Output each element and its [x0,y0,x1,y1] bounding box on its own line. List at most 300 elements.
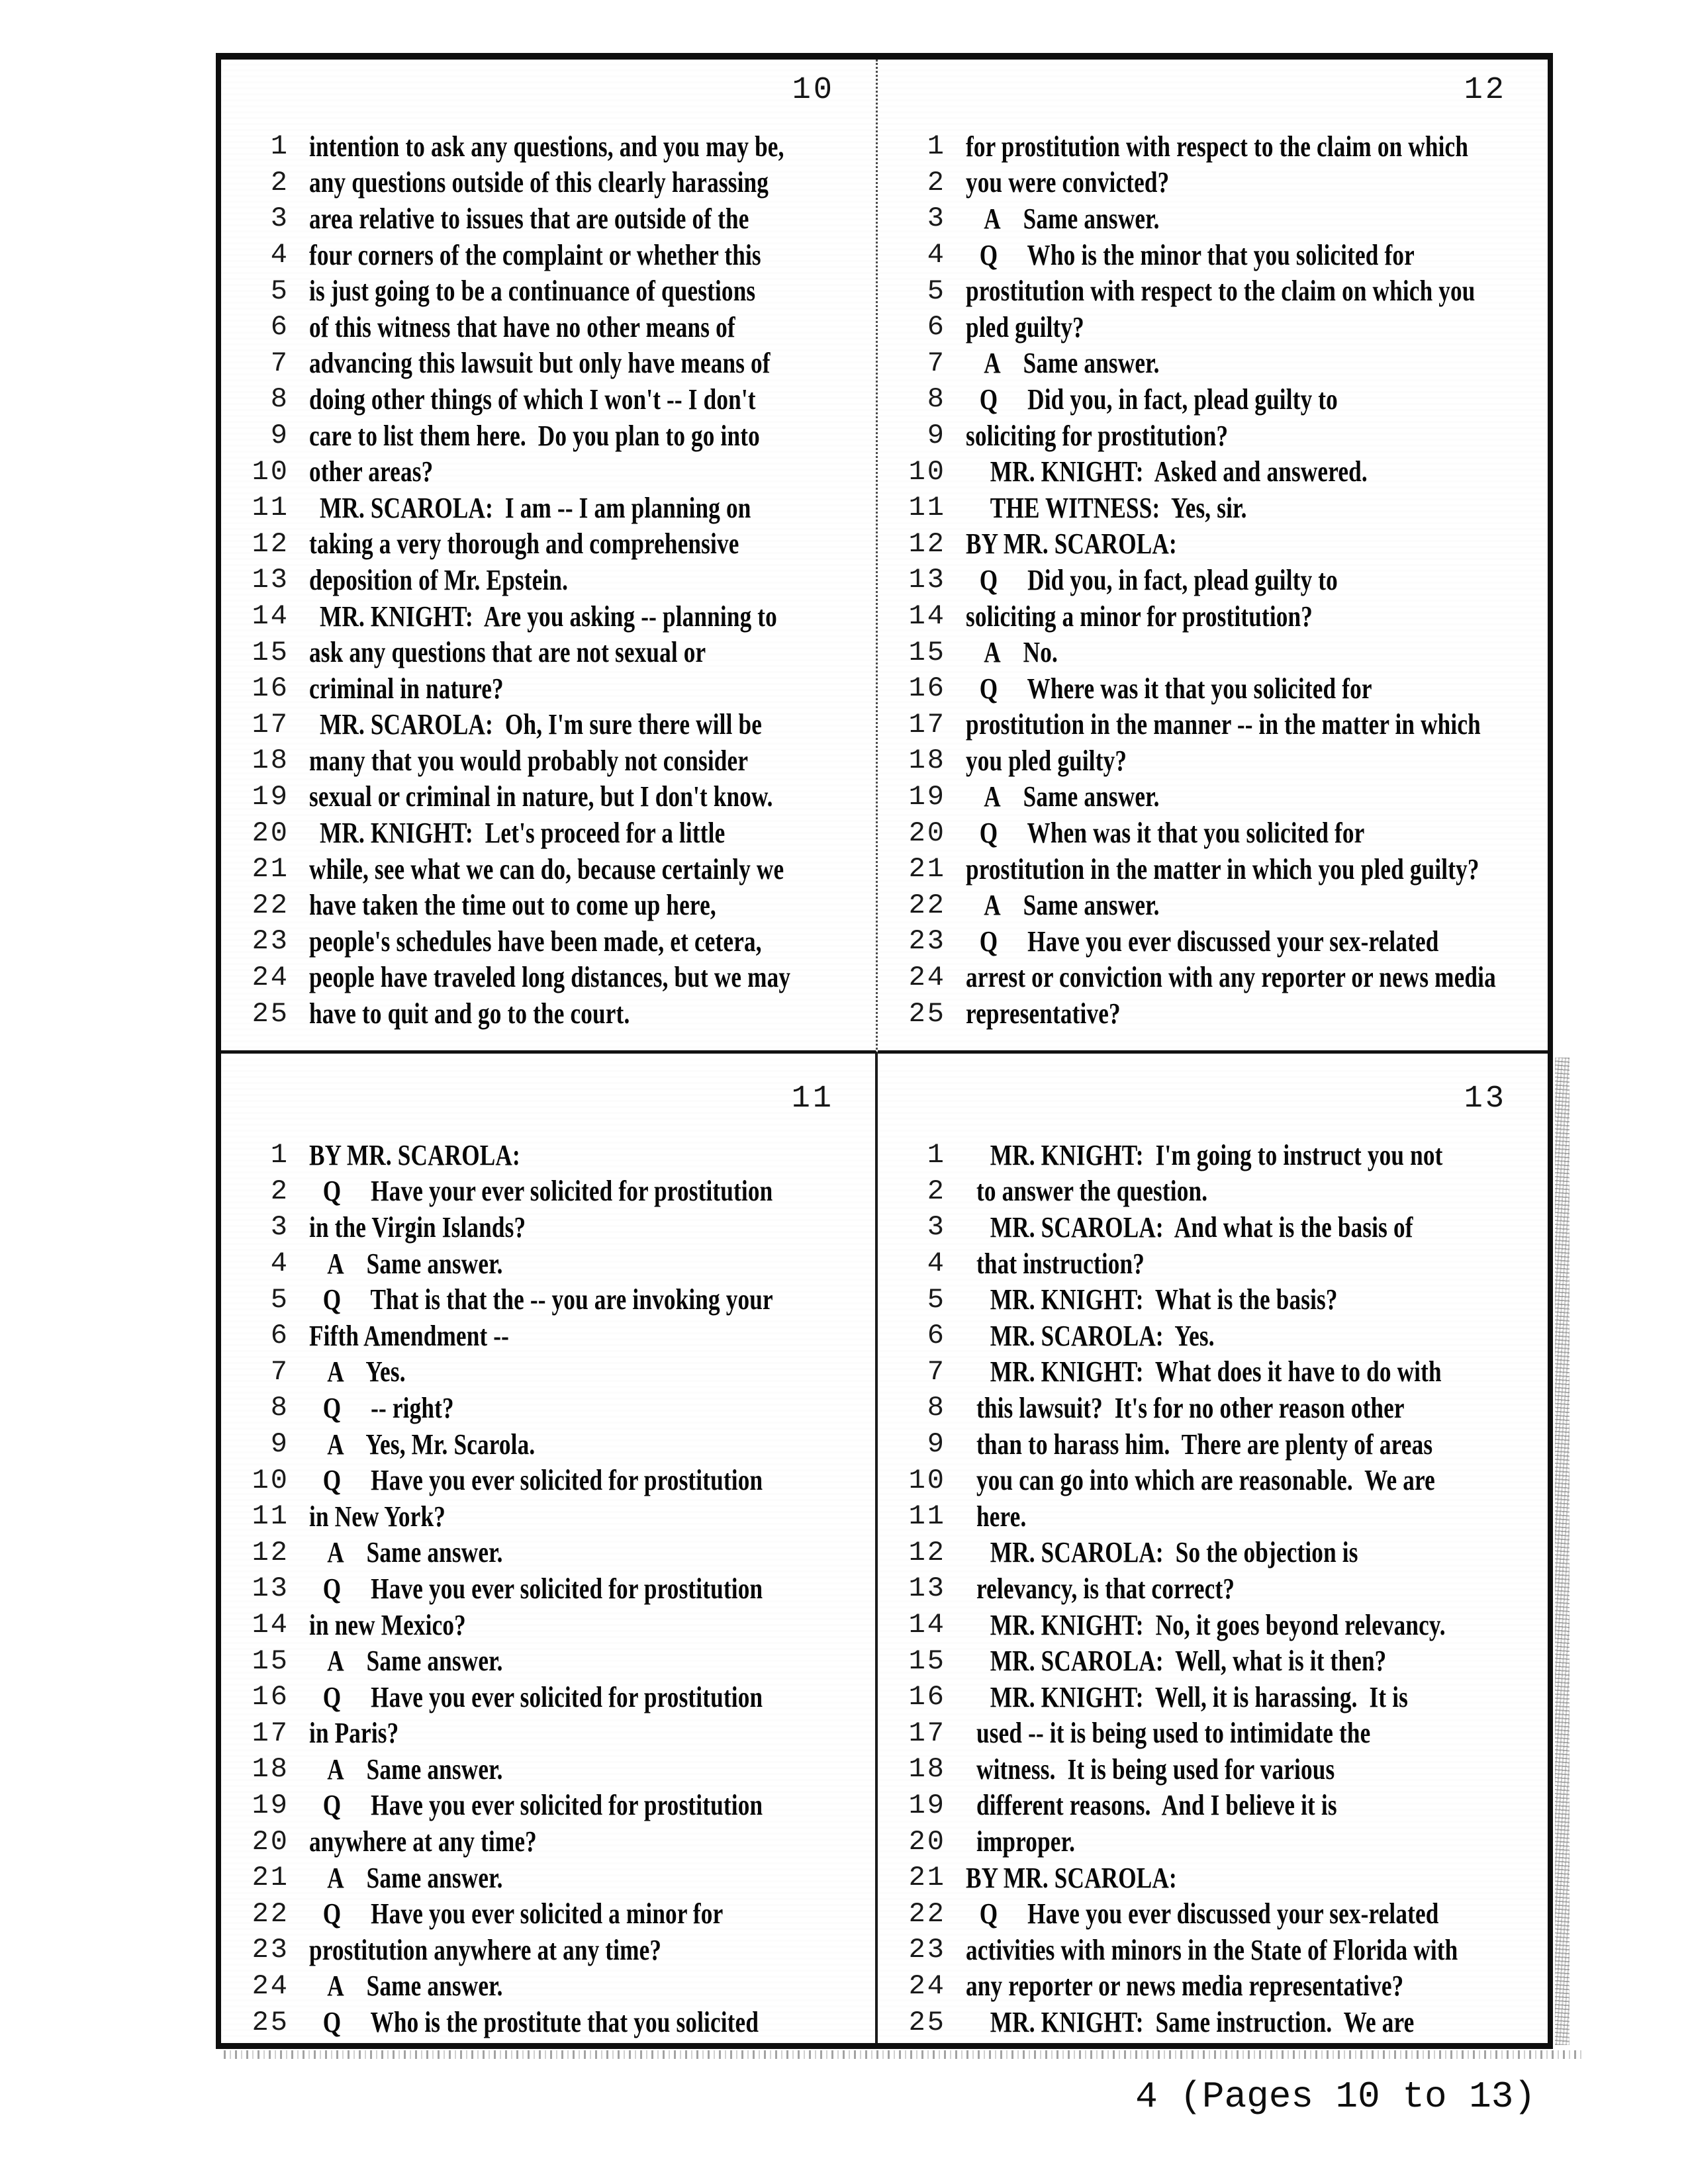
line-text: Q Have you ever discussed your sex-related [979,1897,1439,1931]
line-number: 14 [252,1609,289,1641]
line-number: 18 [908,745,946,777]
line-number: 11 [908,492,946,524]
line-text: advancing this lawsuit but only have means of [309,347,771,380]
transcript-line [225,1788,868,1824]
scan-noise-bottom-edge [224,2050,1582,2059]
line-text: sexual or criminal in nature, but I don't know. [309,780,773,813]
page-body [225,1137,868,2040]
line-text: representative? [966,997,1121,1030]
line-text: have taken the time out to come up here, [309,889,716,922]
page-cell-12 [878,60,1548,1054]
line-text: A No. [984,636,1058,669]
transcript-line [225,779,869,815]
line-number: 14 [908,600,946,633]
line-number: 2 [927,1175,946,1207]
line-text: pled guilty? [966,310,1084,343]
line-text: THE WITNESS: Yes, sir. [990,491,1247,524]
line-text: is just going to be a continuance of questions [309,275,756,308]
transcript-line [882,1354,1541,1390]
line-text: of this witness that have no other means of [309,310,735,343]
transcript-line [225,960,869,996]
line-number: 13 [252,564,289,596]
transcript-line [225,2004,868,2040]
transcript-line [225,201,869,237]
transcript-line [225,1173,868,1210]
transcript-line [882,201,1541,237]
line-text: activities with minors in the State of Florida with [966,1933,1458,1966]
transcript-line [225,273,869,309]
line-text: MR. SCAROLA: Well, what is it then? [990,1645,1387,1678]
line-number: 11 [908,1500,946,1533]
line-text: in New York? [309,1500,445,1533]
line-number: 8 [927,1392,946,1424]
line-number: 9 [270,420,289,452]
line-number: 21 [252,1862,289,1894]
line-text: that instruction? [976,1247,1145,1280]
transcript-line [225,562,869,598]
line-text: relevancy, is that correct? [976,1572,1235,1605]
transcript-line [225,1390,868,1426]
line-number: 5 [927,275,946,307]
line-text: A Yes. [327,1355,406,1388]
line-text: to answer the question. [976,1175,1208,1208]
line-number: 20 [252,817,289,849]
line-text: Q Have you ever solicited for prostitution [322,1680,763,1713]
transcript-line [225,1570,868,1607]
line-number: 3 [270,1211,289,1244]
line-text: Q That is that the -- you are invoking your [322,1283,773,1316]
line-text: MR. KNIGHT: Same instruction. We are [990,2006,1415,2039]
transcript-line [225,1209,868,1246]
line-text: BY MR. SCAROLA: [966,527,1177,561]
transcript-line [882,1281,1541,1318]
line-text: A Yes, Mr. Scarola. [327,1428,536,1461]
line-number: 6 [927,311,946,343]
transcript-line [882,345,1541,382]
transcript-line [882,562,1541,598]
line-text: area relative to issues that are outside of the [309,202,749,235]
transcript-line [225,1895,868,1932]
line-number: 9 [927,420,946,452]
line-number: 22 [908,889,946,921]
line-number: 3 [927,1211,946,1244]
line-text: A Same answer. [327,1645,503,1678]
line-text: have to quit and go to the court. [309,997,630,1030]
line-number: 15 [252,636,289,668]
line-number: 14 [252,600,289,633]
line-text: Q Have your ever solicited for prostitution [322,1175,773,1208]
line-number: 15 [252,1645,289,1677]
line-number: 23 [908,1934,946,1966]
line-text: other areas? [309,455,434,488]
line-number: 24 [252,961,289,993]
line-text: anywhere at any time? [309,1825,537,1858]
line-number: 13 [908,564,946,596]
line-text: MR. SCAROLA: And what is the basis of [990,1210,1413,1244]
line-number: 20 [252,1825,289,1858]
transcript-line [882,1318,1541,1354]
transcript-line [882,1715,1541,1752]
transcript-line [882,960,1541,996]
line-number: 18 [252,1753,289,1786]
line-number: 1 [927,1139,946,1171]
transcript-line [225,634,869,670]
transcript-line [882,887,1541,923]
transcript-line [882,1209,1541,1246]
page-range-footer: 4 (Pages 10 to 13) [1135,2075,1536,2118]
line-number: 2 [927,166,946,199]
page-cell-13 [878,1054,1548,2043]
scan-noise-right-edge [1555,1058,1570,2045]
line-text: BY MR. SCAROLA: [966,1861,1177,1894]
line-text: MR. SCAROLA: Yes. [990,1319,1215,1352]
line-text: witness. It is being used for various [976,1752,1335,1786]
line-text: Q Have you ever discussed your sex-related [979,925,1439,958]
transcript-line [225,165,869,201]
transcript-line [882,707,1541,743]
line-text: than to harass him. There are plenty of areas [976,1428,1433,1461]
transcript-line [882,165,1541,201]
transcript-line [225,490,869,526]
line-text: for prostitution with respect to the claim on which [966,130,1469,163]
line-text: MR. KNIGHT: Are you asking -- planning to [320,600,777,633]
line-text: taking a very thorough and comprehensive [309,527,739,561]
line-text: Fifth Amendment -- [309,1319,510,1352]
transcript-line [882,743,1541,779]
page-number: 13 [1464,1081,1507,1116]
line-number: 25 [252,997,289,1030]
transcript-line [225,418,869,454]
line-text: A Same answer. [984,780,1160,813]
line-text: Q Who is the minor that you solicited for [979,238,1415,271]
line-text: intention to ask any questions, and you may be, [309,130,784,163]
line-text: while, see what we can do, because certainly we [309,852,784,886]
line-number: 17 [252,708,289,741]
line-text: Q Have you ever solicited for prostitution [322,1789,763,1822]
line-text: Q -- right? [322,1391,454,1424]
line-number: 24 [252,1970,289,2002]
transcript-line [225,1535,868,1571]
line-number: 16 [252,1681,289,1713]
line-number: 7 [927,347,946,379]
line-text: prostitution in the matter in which you pled guilty? [966,852,1479,886]
line-number: 23 [908,925,946,958]
line-number: 19 [908,1789,946,1821]
transcript-line [225,1607,868,1643]
transcript-line [882,273,1541,309]
page-body [225,128,869,1032]
transcript-line [882,634,1541,670]
line-number: 3 [927,203,946,235]
line-text: prostitution in the manner -- in the matter in which [966,708,1481,741]
line-text: A Same answer. [984,889,1160,922]
line-text: four corners of the complaint or whether this [309,238,761,271]
line-number: 22 [252,1897,289,1930]
transcript-line [225,237,869,273]
transcript-line [882,1173,1541,1210]
line-number: 25 [252,2006,289,2038]
line-number: 9 [927,1428,946,1461]
line-text: different reasons. And I believe it is [976,1789,1337,1822]
transcript-line [882,381,1541,418]
line-number: 19 [252,780,289,813]
line-number: 17 [908,1717,946,1749]
transcript-line [882,418,1541,454]
line-number: 1 [927,130,946,163]
line-number: 20 [908,817,946,849]
line-number: 14 [908,1609,946,1641]
line-number: 5 [270,275,289,307]
line-number: 10 [252,1464,289,1496]
line-text: MR. KNIGHT: What does it have to do with [990,1355,1442,1388]
transcript-line [882,1246,1541,1282]
transcript-line [882,1498,1541,1535]
line-text: A Same answer. [327,1247,503,1280]
line-text: many that you would probably not consider [309,744,749,777]
line-text: soliciting a minor for prostitution? [966,600,1313,633]
transcript-sheet [216,53,1553,2049]
line-text: care to list them here. Do you plan to go into [309,419,760,452]
line-text: MR. KNIGHT: I'm going to instruct you not [990,1138,1443,1171]
transcript-line [225,1137,868,1173]
line-text: prostitution with respect to the claim on which you [966,275,1476,308]
line-text: in Paris? [309,1717,399,1750]
line-number: 19 [252,1789,289,1821]
transcript-line [225,1860,868,1896]
transcript-line [225,743,869,779]
transcript-line [882,237,1541,273]
transcript-line [882,1823,1541,1860]
line-number: 16 [908,672,946,705]
line-text: you were convicted? [966,166,1170,199]
line-text: Q Who is the prostitute that you solicited [322,2006,759,2039]
transcript-line [225,1281,868,1318]
transcript-line [882,1932,1541,1968]
transcript-line [225,1426,868,1463]
line-text: any reporter or news media representative? [966,1970,1404,2003]
transcript-line [225,1823,868,1860]
transcript-line [882,851,1541,887]
line-number: 8 [927,383,946,416]
line-number: 21 [908,853,946,886]
transcript-line [225,1715,868,1752]
line-number: 4 [270,239,289,271]
transcript-line [225,1643,868,1679]
line-number: 15 [908,636,946,668]
transcript-line [225,1968,868,2005]
line-text: MR. KNIGHT: What is the basis? [990,1283,1338,1316]
transcript-line [882,1788,1541,1824]
transcript-line [882,1607,1541,1643]
page-number: 12 [1464,73,1507,108]
page-cell-10 [221,60,878,1054]
line-number: 11 [252,492,289,524]
transcript-line [882,1570,1541,1607]
line-text: this lawsuit? It's for no other reason other [976,1391,1405,1424]
transcript-line [225,1498,868,1535]
line-text: MR. SCAROLA: So the objection is [990,1536,1358,1569]
line-number: 25 [908,2006,946,2038]
transcript-line [882,1679,1541,1715]
line-number: 8 [270,383,289,416]
line-text: here. [976,1500,1027,1533]
line-number: 2 [270,166,289,199]
transcript-line [882,815,1541,851]
line-number: 7 [927,1355,946,1388]
transcript-line [882,128,1541,165]
line-text: Q Did you, in fact, plead guilty to [979,383,1338,416]
line-number: 11 [252,1500,289,1533]
transcript-line [225,345,869,382]
line-text: in new Mexico? [309,1608,466,1641]
transcript-line [882,1895,1541,1932]
line-number: 12 [908,527,946,560]
line-text: improper. [976,1825,1076,1858]
line-text: prostitution anywhere at any time? [309,1933,662,1966]
line-text: MR. SCAROLA: Oh, I'm sure there will be [320,708,763,741]
line-number: 7 [270,347,289,379]
line-text: arrest or conviction with any reporter or news media [966,961,1496,994]
transcript-line [225,887,869,923]
transcript-line [882,1535,1541,1571]
line-text: A Same answer. [327,1536,503,1569]
line-text: ask any questions that are not sexual or [309,636,706,669]
line-number: 4 [927,1248,946,1280]
transcript-line [882,1968,1541,2005]
line-number: 12 [252,527,289,560]
line-number: 19 [908,780,946,813]
transcript-line [225,670,869,707]
transcript-line [225,851,869,887]
transcript-line [225,1462,868,1498]
line-number: 21 [252,853,289,886]
page-body [882,1137,1541,2040]
line-number: 6 [270,311,289,343]
line-number: 17 [252,1717,289,1749]
line-text: people have traveled long distances, but we may [309,961,791,994]
line-number: 24 [908,1970,946,2002]
transcript-line [882,923,1541,960]
line-number: 4 [927,239,946,271]
line-text: Q Have you ever solicited for prostitution [322,1572,763,1605]
line-text: used -- it is being used to intimidate the [976,1717,1371,1750]
line-number: 15 [908,1645,946,1677]
line-text: deposition of Mr. Epstein. [309,563,569,596]
transcript-line [882,1426,1541,1463]
line-text: Q Have you ever solicited a minor for [322,1897,724,1931]
line-number: 5 [927,1283,946,1316]
transcript-line [225,381,869,418]
line-number: 10 [908,455,946,488]
line-number: 24 [908,961,946,993]
transcript-line [225,598,869,635]
line-text: MR. KNIGHT: No, it goes beyond relevancy. [990,1608,1446,1641]
line-text: MR. KNIGHT: Asked and answered. [990,455,1368,488]
page-cell-11 [221,1054,878,2043]
transcript-line [225,923,869,960]
line-text: MR. SCAROLA: I am -- I am planning on [320,491,751,524]
transcript-line [225,815,869,851]
transcript-line [882,2004,1541,2040]
line-number: 6 [927,1320,946,1352]
line-text: any questions outside of this clearly harassing [309,166,769,199]
transcript-line [882,490,1541,526]
line-text: people's schedules have been made, et cetera, [309,925,762,958]
line-number: 21 [908,1862,946,1894]
line-number: 8 [270,1392,289,1424]
line-number: 22 [908,1897,946,1930]
page-number: 11 [791,1081,834,1116]
line-number: 12 [908,1536,946,1569]
transcript-line [882,1137,1541,1173]
transcript-line [225,995,869,1032]
line-text: you pled guilty? [966,744,1127,777]
line-number: 20 [908,1825,946,1858]
line-text: A Same answer. [984,347,1160,380]
transcript-line [882,1643,1541,1679]
transcript-line [225,128,869,165]
transcript-line [225,1318,868,1354]
transcript-line [225,1354,868,1390]
transcript-line [882,526,1541,563]
transcript-line [882,779,1541,815]
line-number: 4 [270,1248,289,1280]
line-number: 6 [270,1320,289,1352]
transcript-line [882,309,1541,345]
line-number: 17 [908,708,946,741]
transcript-line [225,309,869,345]
line-number: 13 [908,1572,946,1605]
transcript-line [882,1462,1541,1498]
line-text: A Same answer. [984,202,1160,235]
line-number: 16 [252,672,289,705]
line-number: 23 [252,925,289,958]
transcript-line [225,1246,868,1282]
transcript-line [225,526,869,563]
line-number: 18 [252,745,289,777]
line-number: 18 [908,1753,946,1786]
line-number: 12 [252,1536,289,1569]
line-text: MR. KNIGHT: Let's proceed for a little [320,817,726,850]
page-number: 10 [792,73,835,108]
line-number: 2 [270,1175,289,1207]
line-number: 5 [270,1283,289,1316]
line-number: 22 [252,889,289,921]
transcript-line [225,1751,868,1788]
line-number: 13 [252,1572,289,1605]
line-text: doing other things of which I won't -- I don't [309,383,756,416]
line-text: A Same answer. [327,1861,503,1894]
transcript-line [225,453,869,490]
line-number: 10 [252,455,289,488]
line-number: 10 [908,1464,946,1496]
line-number: 25 [908,997,946,1030]
line-text: in the Virgin Islands? [309,1210,526,1244]
line-text: you can go into which are reasonable. We are [976,1464,1435,1497]
transcript-line [225,1679,868,1715]
line-number: 16 [908,1681,946,1713]
transcript-line [882,995,1541,1032]
line-text: A Same answer. [327,1752,503,1786]
transcript-line [225,1932,868,1968]
transcript-line [882,670,1541,707]
transcript-line [882,598,1541,635]
line-text: MR. KNIGHT: Well, it is harassing. It is [990,1680,1409,1713]
line-number: 23 [252,1934,289,1966]
page-body [882,128,1541,1032]
line-text: A Same answer. [327,1970,503,2003]
line-text: Q When was it that you solicited for [979,817,1365,850]
